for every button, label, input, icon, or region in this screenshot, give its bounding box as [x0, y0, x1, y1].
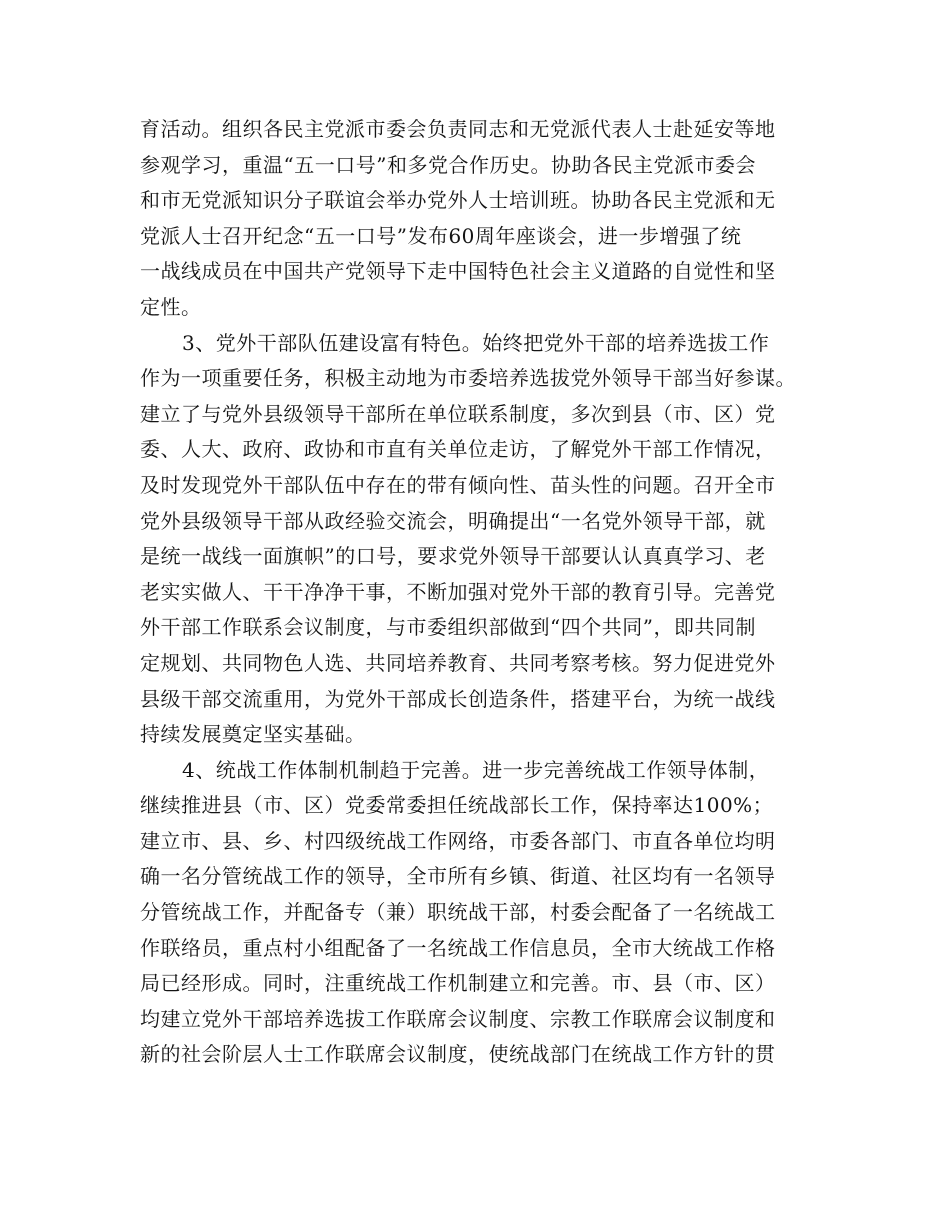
text-line: 新的社会阶层人士工作联席会议制度，使统战部门在统战工作方针的贯: [140, 1042, 776, 1067]
text-line: 育活动。组织各民主党派市委会负责同志和无党派代表人士赴延安等地: [140, 117, 776, 141]
text-line: 分管统战工作，并配备专（兼）职统战干部，村委会配备了一名统战工: [140, 900, 776, 925]
text-line: 定规划、共同物色人选、共同培养教育、共同考察考核。努力促进党外: [140, 650, 776, 675]
paragraph-start-line: 3、党外干部队伍建设富有特色。始终把党外干部的培养选拔工作: [182, 330, 770, 355]
text-line: 党外县级领导干部从政经验交流会，明确提出“一名党外领导干部，就: [140, 508, 766, 533]
text-line: 作为一项重要任务，积极主动地为市委培养选拔党外领导干部当好参谋。: [140, 366, 796, 391]
text-line: 和市无党派知识分子联谊会举办党外人士培训班。协助各民主党派和无: [140, 188, 776, 213]
text-line: 是统一战线一面旗帜”的口号，要求党外领导干部要认认真真学习、老: [140, 544, 766, 569]
text-line: 委、人大、政府、政协和市直有关单位走访，了解党外干部工作情况，: [140, 437, 776, 462]
text-line: 作联络员，重点村小组配备了一名统战工作信息员，全市大统战工作格: [140, 935, 776, 960]
text-line: 均建立党外干部培养选拔工作联席会议制度、宗教工作联席会议制度和: [140, 1006, 776, 1031]
text-line: 建立市、县、乡、村四级统战工作网络，市委各部门、市直各单位均明: [140, 828, 776, 853]
text-line: 外干部工作联系会议制度，与市委组织部做到“四个共同”，即共同制: [140, 615, 756, 640]
body-text: [140, 112, 840, 1073]
text-line: 持续发展奠定坚实基础。: [140, 722, 366, 747]
text-line: 继续推进县（市、区）党委常委担任统战部长工作，保持率达100%；: [140, 793, 774, 818]
text-line: 确一名分管统战工作的领导，全市所有乡镇、街道、社区均有一名领导: [140, 864, 776, 889]
text-line: 及时发现党外干部队伍中存在的带有倾向性、苗头性的问题。召开全市: [140, 472, 776, 497]
paragraph-start-line: 4、统战工作体制机制趋于完善。进一步完善统战工作领导体制，: [182, 757, 770, 782]
text-line: 党派人士召开纪念“五一口号”发布60周年座谈会，进一步增强了统: [140, 223, 742, 248]
text-line: 一战线成员在中国共产党领导下走中国特色社会主义道路的自觉性和坚: [140, 259, 776, 284]
text-line: 县级干部交流重用，为党外干部成长创造条件，搭建平台，为统一战线: [140, 686, 776, 711]
text-line: 建立了与党外县级领导干部所在单位联系制度，多次到县（市、区）党: [140, 401, 776, 426]
text-line: 老实实做人、干干净净干事，不断加强对党外干部的教育引导。完善党: [140, 579, 776, 604]
text-line: 参观学习，重温“五一口号”和多党合作历史。协助各民主党派市委会: [140, 152, 756, 177]
text-line: 局已经形成。同时，注重统战工作机制建立和完善。市、县（市、区）: [140, 971, 776, 996]
text-line: 定性。: [140, 294, 202, 319]
